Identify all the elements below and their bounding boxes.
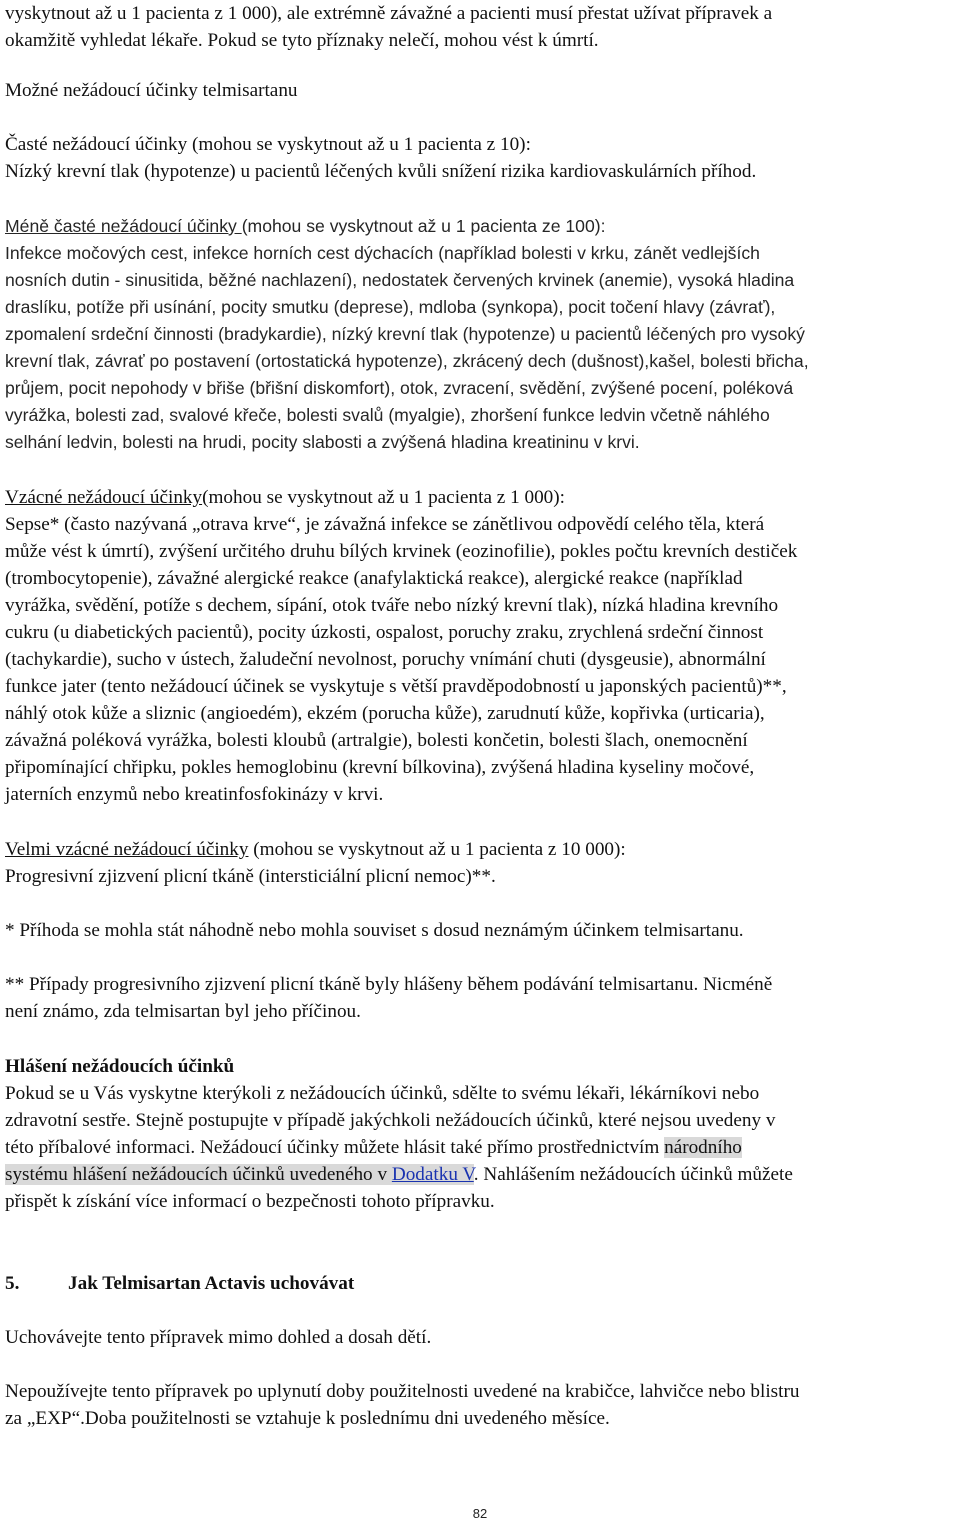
- reporting-line: Pokud se u Vás vyskytne kterýkoli z nežádoucích účinků, sdělte to svému lékaři, lékárníkovi nebo: [5, 1083, 760, 1104]
- section-5-heading-line: [5, 1270, 955, 1297]
- uncommon-heading: [5, 213, 955, 240]
- text-line: okamžitě vyhledat lékaře. Pokud se tyto příznaky nelečí, mohou vést k úmrtí.: [5, 30, 599, 51]
- storage-line: za „EXP“.Doba použitelnosti se vztahuje k poslednímu dni uvedeného měsíce.: [5, 1408, 610, 1429]
- rare-line: (tachykardie), sucho v ústech, žaludeční nevolnost, poruchy vnímání chuti (dysgeusie), abnormální: [5, 649, 766, 670]
- reporting-line: [5, 1161, 955, 1188]
- reporting-line: [5, 1134, 955, 1161]
- rare-line: cukru (u diabetických pacientů), pocity úzkosti, ospalost, poruchy zraku, zrychlená srdeční činnost: [5, 622, 764, 643]
- rare-line: jaterních enzymů nebo kreatinfosfokinázy v krvi.: [5, 784, 384, 805]
- very-rare-effects: [5, 836, 955, 890]
- uncommon-line: průjem, pocit nepohody v břiše (břišní diskomfort), otok, zvracení, svědění, zvýšené pocení, poléková: [5, 378, 794, 398]
- uncommon-line: draslíku, potíže při usínání, pocity smutku (deprese), mdloba (synkopa), pocit točení hlavy (závrať),: [5, 297, 776, 317]
- storage-para-2: [5, 1378, 955, 1432]
- uncommon-line: vyrážka, bolesti zad, svalové křeče, bolesti svalů (myalgie), zhoršení funkce ledvin včetně náhlého: [5, 405, 770, 425]
- rare-line: připomínající chřipku, pokles hemoglobinu (krevní bílkovina), zvýšená hladina kyseliny močové,: [5, 757, 755, 778]
- reporting-line: přispět k získání více informací o bezpečnosti tohoto přípravku.: [5, 1191, 495, 1212]
- reporting-line3-start: této příbalové informaci. Nežádoucí účinky můžete hlásit také přímo prostřednictvím: [5, 1137, 665, 1158]
- rare-effects: [5, 484, 955, 808]
- storage-para-1: [5, 1324, 955, 1351]
- page-number: 82: [472, 1506, 488, 1521]
- rare-heading-rest: (mohou se vyskytnout až u 1 pacienta z 1 000):: [202, 487, 565, 508]
- storage-line: Nepoužívejte tento přípravek po uplynutí doby použitelnosti uvedené na krabičce, lahvičce nebo blistru: [5, 1381, 800, 1402]
- uncommon-line: krevní tlak, závrať po postavení (ortostatická hypotenze), zkrácený dech (dušnost),kašel, bolesti břicha,: [5, 351, 809, 371]
- footnote-1: [5, 917, 955, 944]
- heading-text: Možné nežádoucí účinky telmisartanu: [5, 80, 298, 101]
- rare-line: může vést k úmrtí), zvýšení určitého druhu bílých krvinek (eozinofilie), pokles počtu krevních destiček: [5, 541, 798, 562]
- very-rare-text: Progresivní zjizvení plicní tkáně (intersticiální plicní nemoc)**.: [5, 866, 496, 887]
- common-effects: [5, 131, 955, 185]
- section-title: Jak Telmisartan Actavis uchovávat: [68, 1273, 355, 1294]
- rare-line: (trombocytopenie), závažné alergické reakce (anafylaktická reakce), alergické reakce (například: [5, 568, 743, 589]
- uncommon-heading-rest: (mohou se vyskytnout až u 1 pacienta ze 100):: [241, 216, 606, 236]
- uncommon-heading-underlined: Méně časté nežádoucí účinky: [5, 216, 242, 236]
- common-text: Nízký krevní tlak (hypotenze) u pacientů léčených kvůli snížení rizika kardiovaskulárních příhod.: [5, 161, 757, 182]
- text-line: vyskytnout až u 1 pacienta z 1 000), ale extrémně závažné a pacienti musí přestat užívat přípravek a: [5, 3, 773, 24]
- highlight-national: národního: [664, 1137, 742, 1158]
- footnote-line: ** Případy progresivního zjizvení plicní tkáně byly hlášeny během podávání telmisartanu. Nicméně: [5, 974, 773, 995]
- rare-line: funkce jater (tento nežádoucí účinek se vyskytuje s větší pravděpodobností u japonských pacientů)**,: [5, 676, 787, 697]
- reporting-line4-end: . Nahlášením nežádoucích účinků můžete: [473, 1164, 793, 1185]
- footnote-2: [5, 971, 955, 1025]
- very-rare-heading-underlined: Velmi vzácné nežádoucí účinky: [5, 839, 249, 860]
- section-heading-telmisartan: [5, 77, 955, 104]
- very-rare-heading: [5, 836, 955, 863]
- rare-heading-underlined: Vzácné nežádoucí účinky: [5, 487, 203, 508]
- rare-heading: [5, 484, 955, 511]
- footnote-line: není známo, zda telmisartan byl jeho příčinou.: [5, 1001, 361, 1022]
- rare-line: Sepse* (často nazývaná „otrava krve“, je závažná infekce se zánětlivou odpovědí celého těla, která: [5, 514, 765, 535]
- highlight-system-text: systému hlášení nežádoucích účinků uvedeného v: [5, 1164, 392, 1185]
- reporting-section: [5, 1053, 955, 1215]
- uncommon-line: zpomalení srdeční činnosti (bradykardie), nízký krevní tlak (hypotenze) u pacientů léčených pro vysoký: [5, 324, 805, 344]
- rare-line: závažná poléková vyrážka, bolesti kloubů (artralgie), bolesti končetin, bolesti šlach, onemocnění: [5, 730, 748, 751]
- very-rare-heading-rest: (mohou se vyskytnout až u 1 pacienta z 10 000):: [248, 839, 626, 860]
- common-heading: Časté nežádoucí účinky (mohou se vyskytnout až u 1 pacienta z 10):: [5, 134, 531, 155]
- rare-line: vyrážka, svědění, potíže s dechem, sípání, otok tváře nebo nízký krevní tlak), nízká hladina krevního: [5, 595, 779, 616]
- uncommon-line: nosních dutin - sinusitida, běžné nachlazení), nedostatek červených krvinek (anemie), vysoká hladina: [5, 270, 795, 290]
- reporting-heading: Hlášení nežádoucích účinků: [5, 1056, 235, 1077]
- section-5-heading: [5, 1270, 955, 1297]
- uncommon-line: selhání ledvin, bolesti na hrudi, pocity slabosti a zvýšená hladina kreatininu v krvi.: [5, 432, 640, 452]
- rare-line: náhlý otok kůže a sliznic (angioedém), ekzém (porucha kůže), zarudnutí kůže, kopřivka (urticaria),: [5, 703, 765, 724]
- uncommon-line: Infekce močových cest, infekce horních cest dýchacích (například bolesti v krku, zánět vedlejších: [5, 243, 760, 263]
- storage-text: Uchovávejte tento přípravek mimo dohled a dosah dětí.: [5, 1327, 432, 1348]
- uncommon-effects: [5, 213, 955, 456]
- section-number: 5.: [5, 1273, 20, 1294]
- intro-paragraph: [5, 0, 955, 54]
- footnote-text: * Příhoda se mohla stát náhodně nebo mohla souviset s dosud neznámým účinkem telmisartanu.: [5, 920, 744, 941]
- reporting-line: zdravotní sestře. Stejně postupujte v případě jakýchkoli nežádoucích účinků, které nejsou uvedeny v: [5, 1110, 776, 1131]
- highlight-system: [5, 1164, 474, 1185]
- appendix-v-link[interactable]: Dodatku V: [391, 1164, 474, 1185]
